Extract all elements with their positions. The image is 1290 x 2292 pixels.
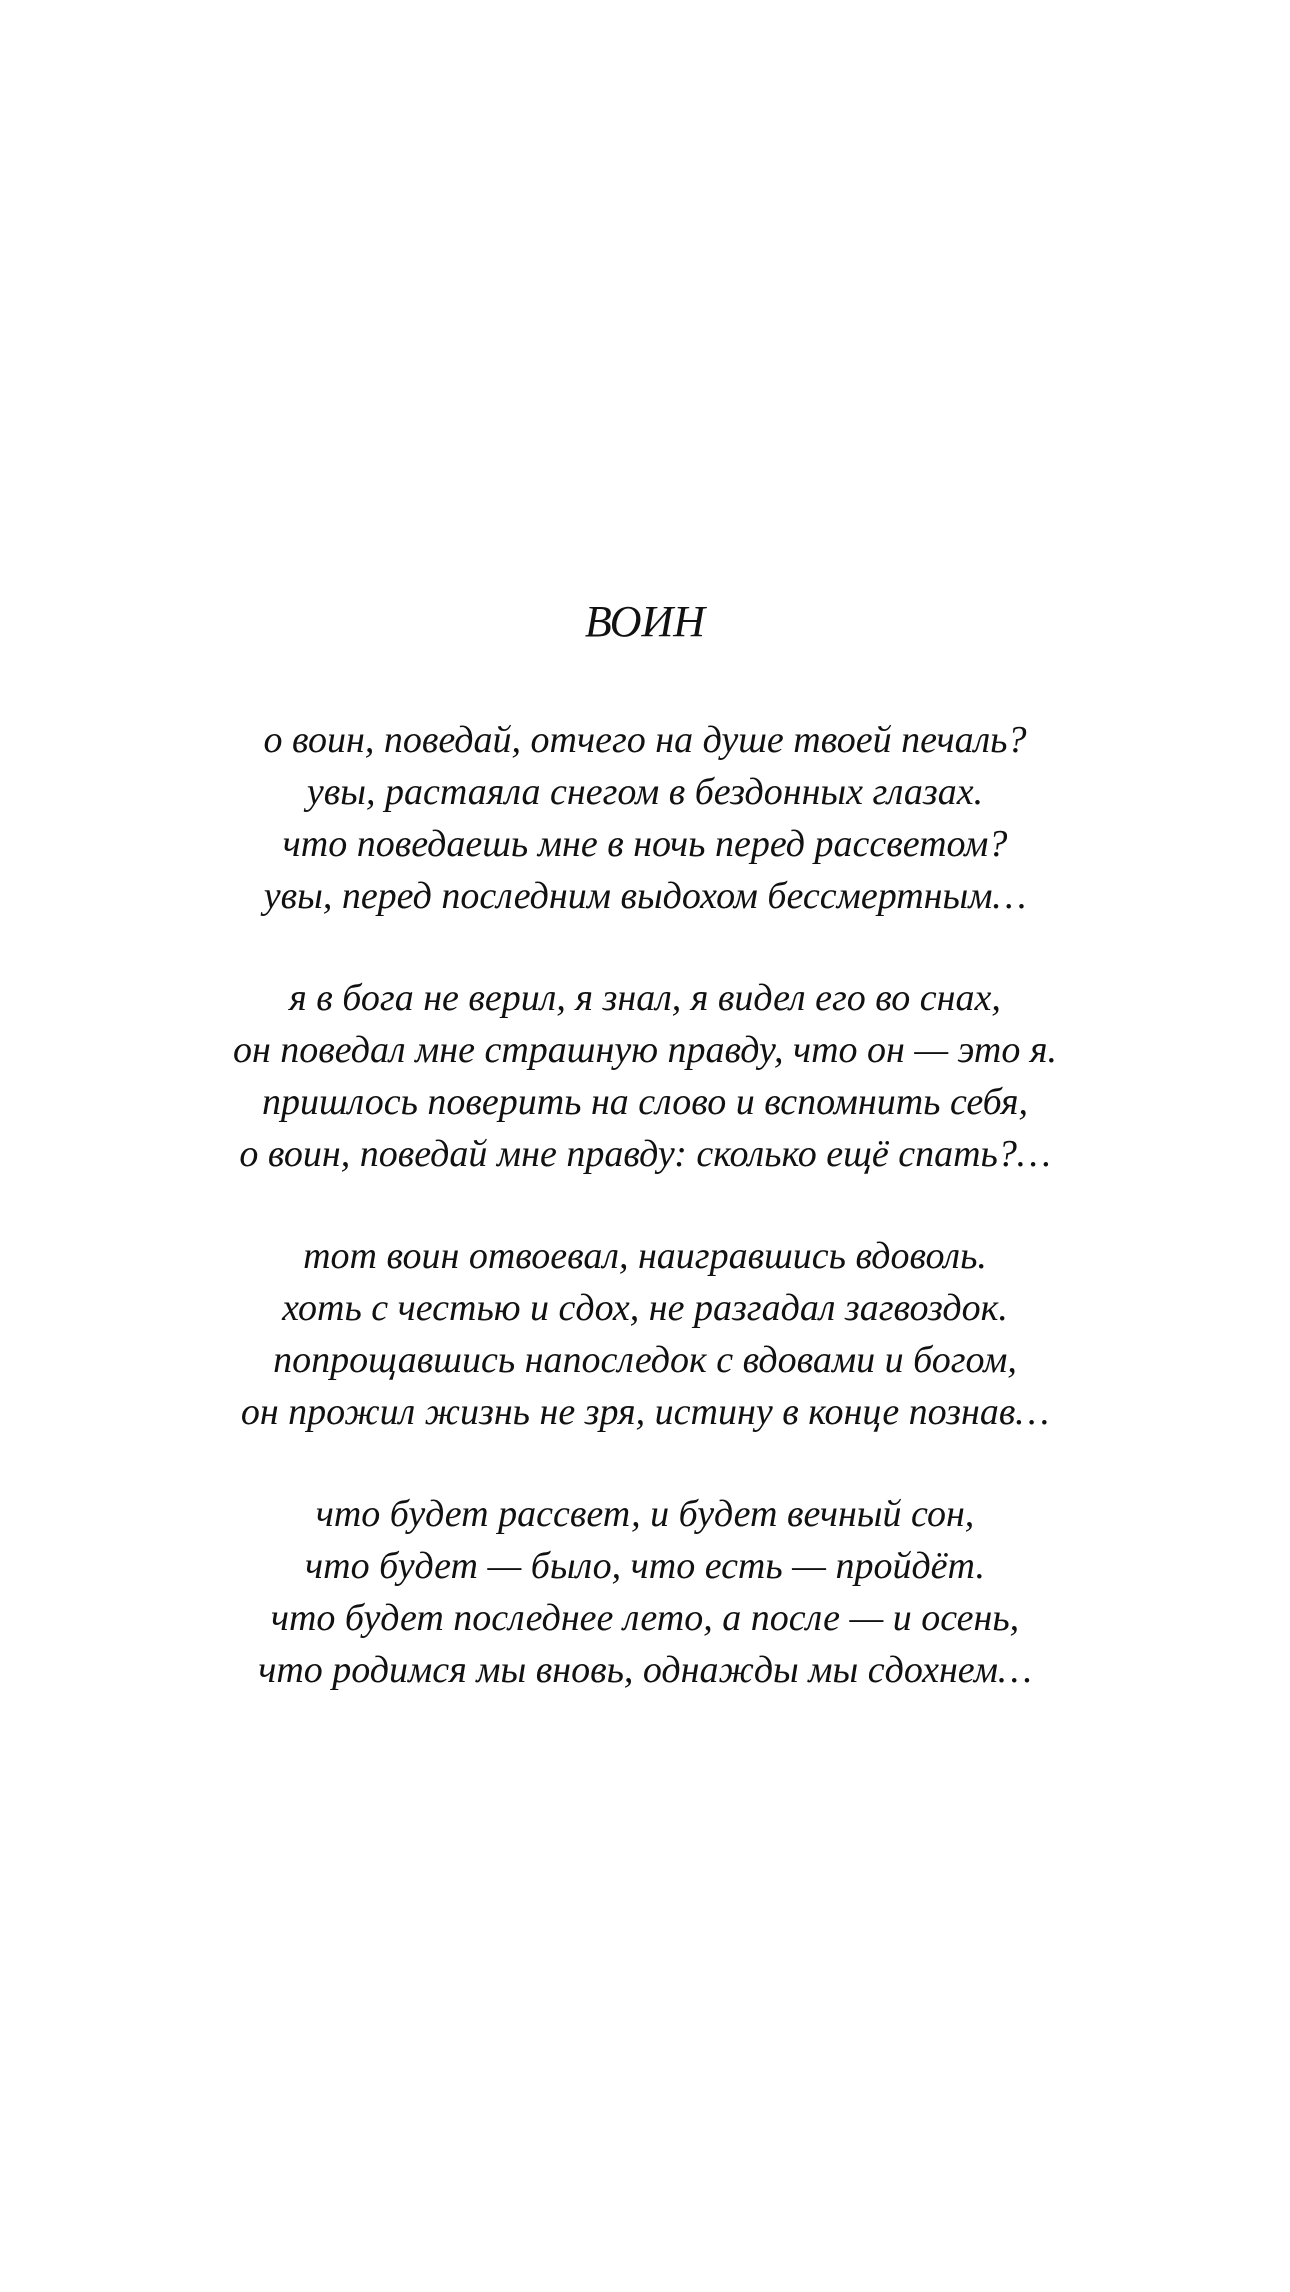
poem-line: он поведал мне страшную правду, что он — это я.: [232, 1029, 1058, 1071]
poem-line: что поведаешь мне в ночь перед рассветом?: [282, 823, 1008, 865]
poem-line: хоть с честью и сдох, не разгадал загвоздок.: [282, 1287, 1008, 1329]
poem-title: ВОИН: [584, 597, 706, 646]
poem-line: попрощавшись напоследок с вдовами и богом,: [273, 1339, 1017, 1381]
poem: [0, 590, 1290, 1746]
stanza-3: [0, 1230, 1290, 1438]
poem-line: я в бога не верил, я знал, я видел его во снах,: [289, 977, 1001, 1019]
stanza-4: [0, 1488, 1290, 1696]
poem-line: увы, перед последним выдохом бессмертным…: [263, 875, 1027, 917]
poem-line: что будет последнее лето, а после — и осень,: [270, 1597, 1020, 1639]
poem-line: о воин, поведай, отчего на душе твоей печаль?: [263, 719, 1027, 761]
poem-line: увы, растаяла снегом в бездонных глазах.: [306, 771, 984, 813]
poem-line: о воин, поведай мне правду: сколько ещё спать?…: [239, 1133, 1051, 1175]
poem-line: пришлось поверить на слово и вспомнить себя,: [261, 1081, 1029, 1123]
poem-line: что родимся мы вновь, однажды мы сдохнем…: [258, 1649, 1032, 1691]
poem-line: тот воин отвоевал, наигравшись вдоволь.: [303, 1235, 987, 1277]
poem-line: он прожил жизнь не зря, истину в конце познав…: [240, 1391, 1050, 1433]
poem-line: что будет рассвет, и будет вечный сон,: [315, 1493, 975, 1535]
stanza-1: [0, 714, 1290, 922]
poem-line: что будет — было, что есть — пройдёт.: [305, 1545, 985, 1587]
stanza-2: [0, 972, 1290, 1180]
